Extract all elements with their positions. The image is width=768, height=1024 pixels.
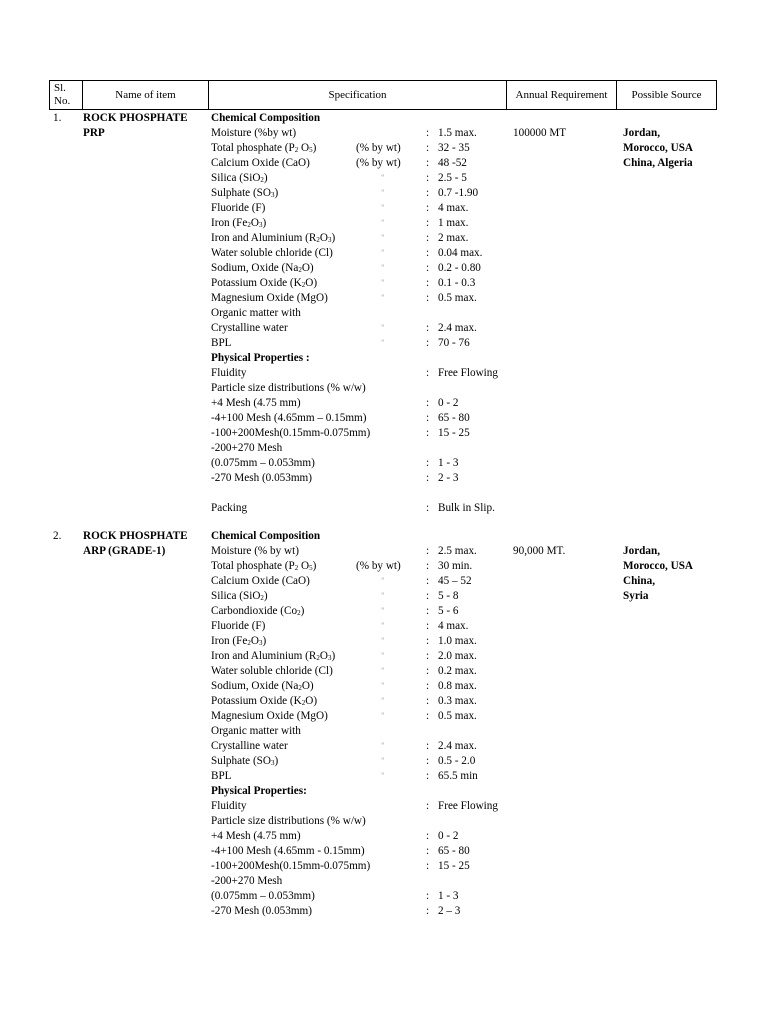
spec-label: +4 Mesh (4.75 mm) xyxy=(211,397,301,409)
spec-value: 1.0 max. xyxy=(438,635,477,647)
possible-source: Morocco, USA xyxy=(623,142,694,154)
ditto-mark: " xyxy=(381,173,385,183)
spec-label: Particle size distributions (% w/w) xyxy=(211,815,366,827)
table-row xyxy=(0,754,768,769)
annual-requirement: 90,000 MT. xyxy=(513,545,566,557)
table-row xyxy=(0,156,768,171)
item-name: ROCK PHOSPHATE xyxy=(83,112,188,124)
spec-colon: : xyxy=(426,710,430,722)
spec-label: Silica (SiO$_2$) xyxy=(211,172,268,184)
table-row xyxy=(0,381,768,396)
spec-colon: : xyxy=(426,545,430,557)
spec-label: -270 Mesh (0.053mm) xyxy=(211,472,312,484)
spec-label: Iron $(Fe_2O_3)$ xyxy=(211,635,267,647)
ditto-mark: " xyxy=(381,248,385,258)
spec-value: 0.3 max. xyxy=(438,695,477,707)
spec-label: Iron and Aluminium $(R_2O_3)$ xyxy=(211,650,336,662)
spec-value: 15 - 25 xyxy=(438,860,470,872)
ditto-mark: " xyxy=(381,263,385,273)
spec-label: Chemical Composition xyxy=(211,530,321,542)
spec-label: Sodium, Oxide $(Na_2O)$ xyxy=(211,262,314,274)
table-row xyxy=(0,186,768,201)
spec-colon: : xyxy=(426,157,430,169)
table-row xyxy=(0,276,768,291)
spec-colon: : xyxy=(426,412,430,424)
spec-value: 5 - 6 xyxy=(438,605,459,617)
table-row xyxy=(0,426,768,441)
spec-label: -100+200Mesh(0.15mm-0.075mm) xyxy=(211,860,371,872)
spec-colon: : xyxy=(426,292,430,304)
spec-value: 0.2 - 0.80 xyxy=(438,262,481,274)
spec-value: 0 - 2 xyxy=(438,830,459,842)
annual-requirement: 100000 MT xyxy=(513,127,567,139)
spec-unit: (% by wt) xyxy=(356,142,401,154)
spec-value: 0.2 max. xyxy=(438,665,477,677)
spec-label: BPL xyxy=(211,337,232,349)
spec-colon: : xyxy=(426,367,430,379)
ditto-mark: " xyxy=(381,576,385,586)
spec-value: 2.4 max. xyxy=(438,322,477,334)
spec-value: 70 - 76 xyxy=(438,337,470,349)
spec-label: Water soluble chloride (Cl) xyxy=(211,665,333,677)
spec-value: 48 -52 xyxy=(438,157,467,169)
possible-source: China, Algeria xyxy=(623,157,693,169)
table-row xyxy=(0,366,768,381)
spec-value: 4 max. xyxy=(438,202,469,214)
spec-colon: : xyxy=(426,232,430,244)
ditto-mark: " xyxy=(381,323,385,333)
spec-label: Moisture (% by wt) xyxy=(211,545,299,557)
spec-label: -270 Mesh (0.053mm) xyxy=(211,905,312,917)
spec-value: Free Flowing xyxy=(438,367,498,379)
spec-colon: : xyxy=(426,337,430,349)
spec-label: Total phosphate ($P_2$ $O_5$) xyxy=(211,560,317,572)
spec-label: -200+270 Mesh xyxy=(211,442,283,454)
table-row xyxy=(0,589,768,604)
spec-label: Magnesium Oxide (MgO) xyxy=(211,292,328,304)
ditto-mark: " xyxy=(381,696,385,706)
spec-label: Total phosphate ($P_2$ $O_5$) xyxy=(211,142,317,154)
spec-value: 65 - 80 xyxy=(438,412,470,424)
spec-colon: : xyxy=(426,202,430,214)
table-row xyxy=(0,739,768,754)
table-row xyxy=(0,649,768,664)
ditto-mark: " xyxy=(381,621,385,631)
spec-value: 45 – 52 xyxy=(438,575,472,587)
table-row xyxy=(0,619,768,634)
spec-label: Physical Properties: xyxy=(211,785,307,797)
table-row xyxy=(0,694,768,709)
ditto-mark: " xyxy=(381,636,385,646)
table-row xyxy=(0,141,768,156)
spec-label: -4+100 Mesh (4.65mm - 0.15mm) xyxy=(211,845,365,857)
spec-value: 0 - 2 xyxy=(438,397,459,409)
table-row xyxy=(0,306,768,321)
spec-colon: : xyxy=(426,472,430,484)
spec-value: 0.7 -1.90 xyxy=(438,187,479,199)
spec-value: 2.5 max. xyxy=(438,545,477,557)
table-row xyxy=(0,111,768,126)
spec-colon: : xyxy=(426,262,430,274)
possible-source: Morocco, USA xyxy=(623,560,694,572)
spec-label: -100+200Mesh(0.15mm-0.075mm) xyxy=(211,427,371,439)
header-name-of-item: Name of item xyxy=(82,81,208,109)
spec-value: Free Flowing xyxy=(438,800,498,812)
spec-label: Fluidity xyxy=(211,367,247,379)
ditto-mark: " xyxy=(381,203,385,213)
spec-colon: : xyxy=(426,770,430,782)
table-header xyxy=(49,80,717,110)
spec-colon: : xyxy=(426,247,430,259)
spec-label: -4+100 Mesh (4.65mm – 0.15mm) xyxy=(211,412,367,424)
table-row xyxy=(0,769,768,784)
table-row xyxy=(0,604,768,619)
possible-source: Jordan, xyxy=(623,127,660,139)
spec-colon: : xyxy=(426,665,430,677)
spec-label: Organic matter with xyxy=(211,307,301,319)
spec-value: 0.5 max. xyxy=(438,292,477,304)
spec-label: Magnesium Oxide (MgO) xyxy=(211,710,328,722)
spec-label: Calcium Oxide (CaO) xyxy=(211,157,310,169)
spec-value: 32 - 35 xyxy=(438,142,470,154)
table-row xyxy=(0,246,768,261)
spec-label: Crystalline water xyxy=(211,322,288,334)
ditto-mark: " xyxy=(381,741,385,751)
spec-colon: : xyxy=(426,695,430,707)
spec-label: Sodium, Oxide $(Na_2O)$ xyxy=(211,680,314,692)
ditto-mark: " xyxy=(381,651,385,661)
table-row xyxy=(0,784,768,799)
spec-label: Chemical Composition xyxy=(211,112,321,124)
table-row xyxy=(0,441,768,456)
spec-value: 1 - 3 xyxy=(438,457,459,469)
spec-label: Carbondioxide $(Co_2)$ xyxy=(211,605,305,617)
spec-value: 5 - 8 xyxy=(438,590,459,602)
spec-colon: : xyxy=(426,860,430,872)
spec-label: Physical Properties : xyxy=(211,352,310,364)
spec-value: 4 max. xyxy=(438,620,469,632)
spec-label: BPL xyxy=(211,770,232,782)
spec-label: Iron $(Fe_2O_3)$ xyxy=(211,217,267,229)
spec-label: -200+270 Mesh xyxy=(211,875,283,887)
ditto-mark: " xyxy=(381,681,385,691)
spec-colon: : xyxy=(426,680,430,692)
table-row xyxy=(0,291,768,306)
spec-value: 65.5 min xyxy=(438,770,478,782)
table-row xyxy=(0,559,768,574)
table-row xyxy=(0,529,768,544)
spec-value: 15 - 25 xyxy=(438,427,470,439)
spec-colon: : xyxy=(426,187,430,199)
spec-label: (0.075mm – 0.053mm) xyxy=(211,457,315,469)
spec-colon: : xyxy=(426,322,430,334)
table-row xyxy=(0,171,768,186)
spec-value: 0.5 max. xyxy=(438,710,477,722)
spec-value: 2 – 3 xyxy=(438,905,461,917)
spec-value: 2.5 - 5 xyxy=(438,172,467,184)
ditto-mark: " xyxy=(381,771,385,781)
spec-colon: : xyxy=(426,502,430,514)
table-row xyxy=(0,471,768,486)
header-sl-no: Sl. No. xyxy=(54,82,71,107)
spec-value: 0.8 max. xyxy=(438,680,477,692)
spec-value: 0.04 max. xyxy=(438,247,483,259)
spec-colon: : xyxy=(426,590,430,602)
table-row xyxy=(0,814,768,829)
spec-colon: : xyxy=(426,890,430,902)
table-row xyxy=(0,411,768,426)
spec-unit: (% by wt) xyxy=(356,560,401,572)
ditto-mark: " xyxy=(381,188,385,198)
table-row xyxy=(0,664,768,679)
header-specification: Specification xyxy=(208,81,506,109)
spec-colon: : xyxy=(426,142,430,154)
possible-source: Jordan, xyxy=(623,545,660,557)
spec-value: 1 max. xyxy=(438,217,469,229)
ditto-mark: " xyxy=(381,233,385,243)
table-row xyxy=(0,396,768,411)
spec-colon: : xyxy=(426,127,430,139)
table-row xyxy=(0,889,768,904)
ditto-mark: " xyxy=(381,756,385,766)
spec-colon: : xyxy=(426,635,430,647)
ditto-mark: " xyxy=(381,711,385,721)
spec-label: Fluoride (F) xyxy=(211,620,266,632)
spec-label: Moisture (%by wt) xyxy=(211,127,297,139)
spec-colon: : xyxy=(426,830,430,842)
header-annual-requirement: Annual Requirement xyxy=(506,81,616,109)
spec-colon: : xyxy=(426,845,430,857)
spec-label: Particle size distributions (% w/w) xyxy=(211,382,366,394)
table-row xyxy=(0,724,768,739)
spec-colon: : xyxy=(426,217,430,229)
item-name: ROCK PHOSPHATE xyxy=(83,530,188,542)
table-row xyxy=(0,456,768,471)
spec-label: (0.075mm – 0.053mm) xyxy=(211,890,315,902)
spec-unit: (% by wt) xyxy=(356,157,401,169)
spec-colon: : xyxy=(426,397,430,409)
table-row xyxy=(0,904,768,919)
spec-value: 30 min. xyxy=(438,560,473,572)
table-row xyxy=(0,844,768,859)
spec-label: Sulphate $(SO_3)$ xyxy=(211,187,279,199)
spec-colon: : xyxy=(426,605,430,617)
spec-label: Crystalline water xyxy=(211,740,288,752)
spec-value: 2 - 3 xyxy=(438,472,459,484)
spec-label: Fluidity xyxy=(211,800,247,812)
possible-source: China, xyxy=(623,575,656,587)
spec-colon: : xyxy=(426,755,430,767)
header-possible-source: Possible Source xyxy=(616,81,716,109)
item-grade: PRP xyxy=(83,127,105,139)
spec-label: Water soluble chloride (Cl) xyxy=(211,247,333,259)
spec-colon: : xyxy=(426,427,430,439)
table-row xyxy=(0,261,768,276)
table-row xyxy=(0,501,768,516)
spec-colon: : xyxy=(426,575,430,587)
table-row xyxy=(0,201,768,216)
table-row xyxy=(0,216,768,231)
item-number: 1. xyxy=(53,112,62,124)
spec-label: +4 Mesh (4.75 mm) xyxy=(211,830,301,842)
spec-colon: : xyxy=(426,560,430,572)
table-row xyxy=(0,336,768,351)
table-row xyxy=(0,859,768,874)
spec-label: Potassium Oxide $(K_2O)$ xyxy=(211,277,318,289)
table-row xyxy=(0,829,768,844)
table-row xyxy=(0,709,768,724)
spec-colon: : xyxy=(426,800,430,812)
spec-label: Iron and Aluminium $(R_2O_3)$ xyxy=(211,232,336,244)
ditto-mark: " xyxy=(381,338,385,348)
ditto-mark: " xyxy=(381,606,385,616)
spec-label: Calcium Oxide (CaO) xyxy=(211,575,310,587)
spec-value: 65 - 80 xyxy=(438,845,470,857)
ditto-mark: " xyxy=(381,591,385,601)
spec-colon: : xyxy=(426,457,430,469)
item-number: 2. xyxy=(53,530,62,542)
spec-value: 2.4 max. xyxy=(438,740,477,752)
item-grade: ARP (GRADE-1) xyxy=(83,545,166,557)
spec-colon: : xyxy=(426,172,430,184)
ditto-mark: " xyxy=(381,666,385,676)
spec-label: Potassium Oxide $(K_2O)$ xyxy=(211,695,318,707)
spec-label: Silica (SiO$_2$) xyxy=(211,590,268,602)
spec-value: Bulk in Slip. xyxy=(438,502,495,514)
spec-colon: : xyxy=(426,620,430,632)
ditto-mark: " xyxy=(381,278,385,288)
spec-label: Organic matter with xyxy=(211,725,301,737)
ditto-mark: " xyxy=(381,293,385,303)
spec-value: 2.0 max. xyxy=(438,650,477,662)
table-row xyxy=(0,574,768,589)
spec-colon: : xyxy=(426,740,430,752)
table-row xyxy=(0,679,768,694)
spec-label: Fluoride (F) xyxy=(211,202,266,214)
table-row xyxy=(0,231,768,246)
spec-colon: : xyxy=(426,905,430,917)
possible-source: Syria xyxy=(623,590,649,602)
spec-value: 1 - 3 xyxy=(438,890,459,902)
table-row xyxy=(0,321,768,336)
spec-value: 1.5 max. xyxy=(438,127,477,139)
table-row xyxy=(0,634,768,649)
spec-label: Sulphate $(SO_3)$ xyxy=(211,755,279,767)
table-row xyxy=(0,799,768,814)
table-row xyxy=(0,486,768,501)
spec-value: 0.5 - 2.0 xyxy=(438,755,476,767)
spec-value: 0.1 - 0.3 xyxy=(438,277,476,289)
table-row xyxy=(0,544,768,559)
spec-colon: : xyxy=(426,650,430,662)
table-row xyxy=(0,874,768,889)
table-row xyxy=(0,351,768,366)
spec-colon: : xyxy=(426,277,430,289)
table-row xyxy=(0,126,768,141)
spec-value: 2 max. xyxy=(438,232,469,244)
ditto-mark: " xyxy=(381,218,385,228)
spec-label: Packing xyxy=(211,502,248,514)
